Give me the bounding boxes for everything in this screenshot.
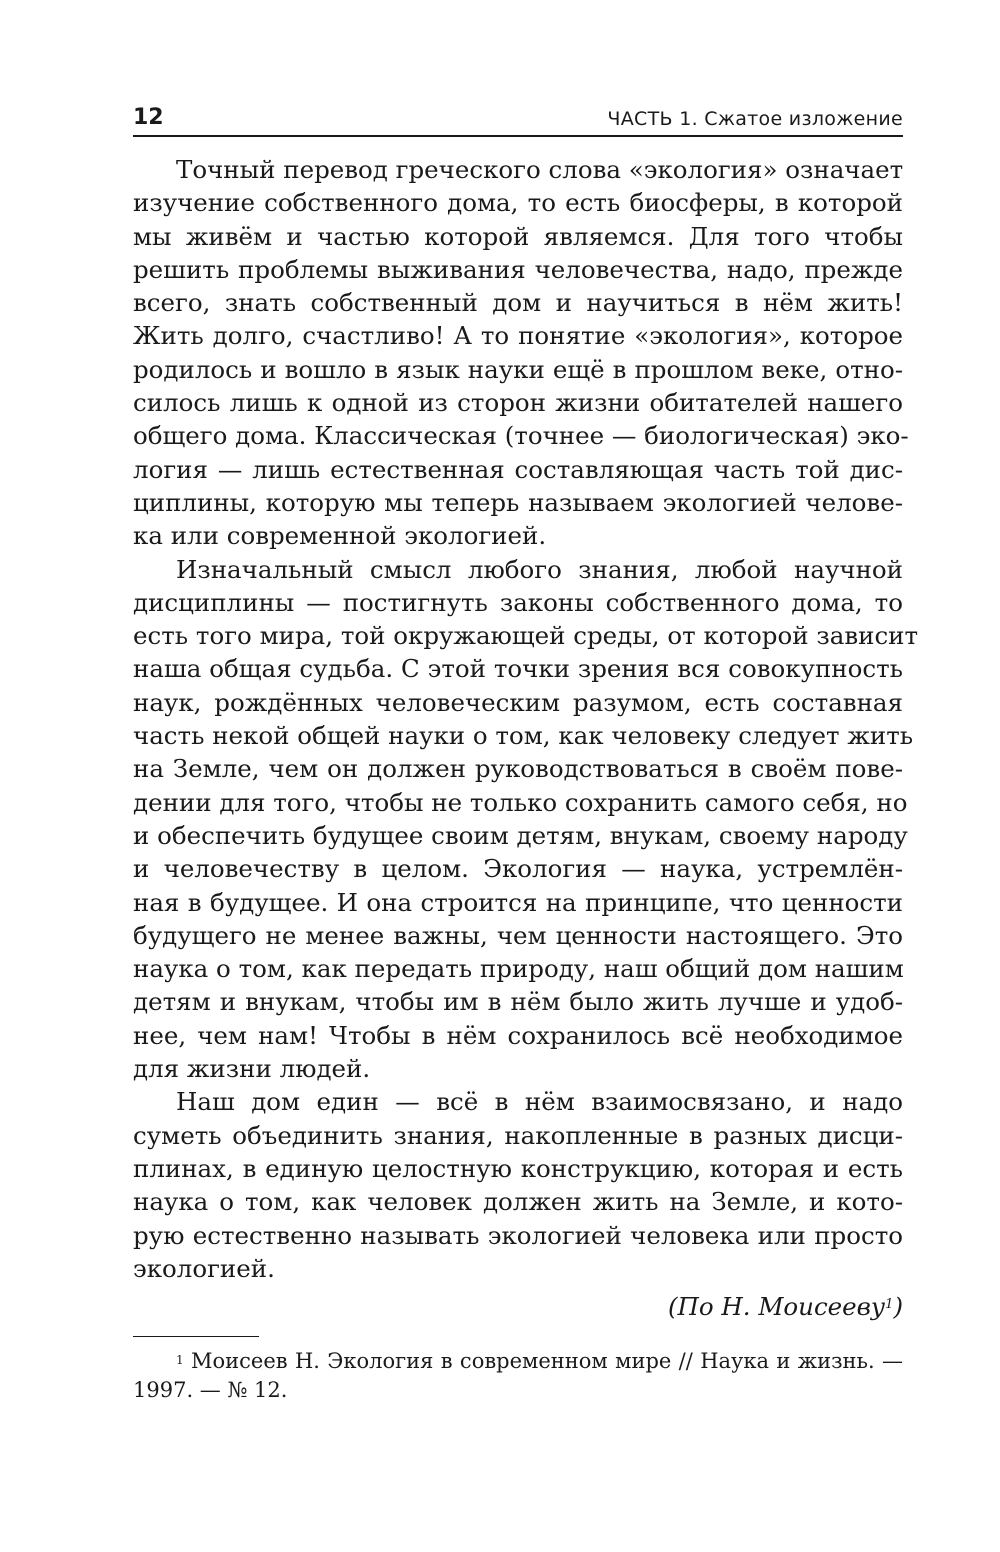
text-line: экологией. <box>133 1253 275 1283</box>
running-head: ЧАСТЬ 1. Сжатое изложение <box>607 108 903 130</box>
text-line: общего дома. Классическая (точнее — биологическая) эко- <box>133 421 909 451</box>
attribution-closing: ) <box>893 1292 903 1321</box>
text-line: для жизни людей. <box>133 1054 371 1084</box>
text-line: дисциплины — постигнуть законы собственного дома, то <box>133 587 903 617</box>
footnote <box>133 1347 903 1405</box>
text-line: будущего не менее важны, чем ценности настоящего. Это <box>133 920 903 950</box>
footnote-mark: 1 <box>176 1353 184 1367</box>
text-line: наша общая судьба. С этой точки зрения вся совокупность <box>133 654 903 684</box>
text-line: плинах, в единую целостную конструкцию, которая и есть <box>133 1153 903 1183</box>
paragraph <box>133 153 909 553</box>
text-line: Изначальный смысл любого знания, любой научной <box>176 554 903 584</box>
text-line: на Земле, чем он должен руководствоваться в своём пове- <box>133 754 903 784</box>
text-line: Точный перевод греческого слова «экология» означает <box>176 155 904 184</box>
page-number: 12 <box>133 105 164 130</box>
text-line: Наш дом един — всё в нём взаимосвязано, и надо <box>176 1087 903 1117</box>
paragraph <box>133 553 919 1086</box>
text-line: мы живём и частью которой являемся. Для того чтобы <box>133 221 903 251</box>
text-line: родилось и вошло в язык науки ещё в прошлом веке, отно- <box>133 354 903 384</box>
text-line: наук, рождённых человеческим разумом, есть составная <box>133 687 903 717</box>
text-line: наука о том, как передать природу, наш общий дом нашим <box>133 954 904 984</box>
footnote-line: 1997. — № 12. <box>133 1378 288 1402</box>
footnote-reference[interactable]: 1 <box>885 1297 894 1312</box>
text-line: дении для того, чтобы не только сохранить самого себя, но <box>133 787 908 817</box>
text-line: и человечеству в целом. Экология — наука, устремлён- <box>133 854 903 884</box>
attribution <box>668 1290 903 1323</box>
footnote-divider <box>133 1336 259 1337</box>
footnote-line <box>133 1347 903 1376</box>
text-line: изучение собственного дома, то есть биосферы, в которой <box>133 188 903 218</box>
text-line: детям и внукам, чтобы им в нём было жить лучше и удоб- <box>133 987 903 1017</box>
text-line: часть некой общей науки о том, как человеку следует жить <box>133 721 914 751</box>
page-header <box>133 103 903 137</box>
paragraph <box>133 1085 903 1285</box>
attribution-text: (По Н. Моисееву <box>667 1292 886 1321</box>
text-line: нее, чем нам! Чтобы в нём сохранилось всё необходимое <box>133 1020 903 1050</box>
text-line: есть того мира, той окружающей среды, от которой зависит <box>133 621 919 651</box>
text-line: ная в будущее. И она строится на принципе, что ценности <box>133 887 903 917</box>
text-line: всего, знать собственный дом и научиться в нём жить! <box>133 288 903 318</box>
text-line: суметь объединить знания, накопленные в разных дисци- <box>133 1120 903 1150</box>
text-line: циплины, которую мы теперь называем экологией челове- <box>133 487 903 517</box>
text-line: рую естественно называть экологией человека или просто <box>133 1220 903 1250</box>
text-line: ка или современной экологией. <box>133 521 547 551</box>
body-text <box>133 153 919 1285</box>
text-line: наука о том, как человек должен жить на Земле, и кото- <box>133 1187 903 1217</box>
footnote-text: Моисеев Н. Экология в современном мире // Наука и жизнь. — <box>191 1349 903 1373</box>
text-line: силось лишь к одной из сторон жизни обитателей нашего <box>133 388 903 418</box>
text-line: и обеспечить будущее своим детям, внукам, своему народу <box>133 820 908 850</box>
text-line: логия — лишь естественная составляющая часть той дис- <box>133 454 903 484</box>
text-line: Жить долго, счастливо! А то понятие «экология», которое <box>133 321 903 351</box>
text-line: решить проблемы выживания человечества, надо, прежде <box>133 254 903 284</box>
